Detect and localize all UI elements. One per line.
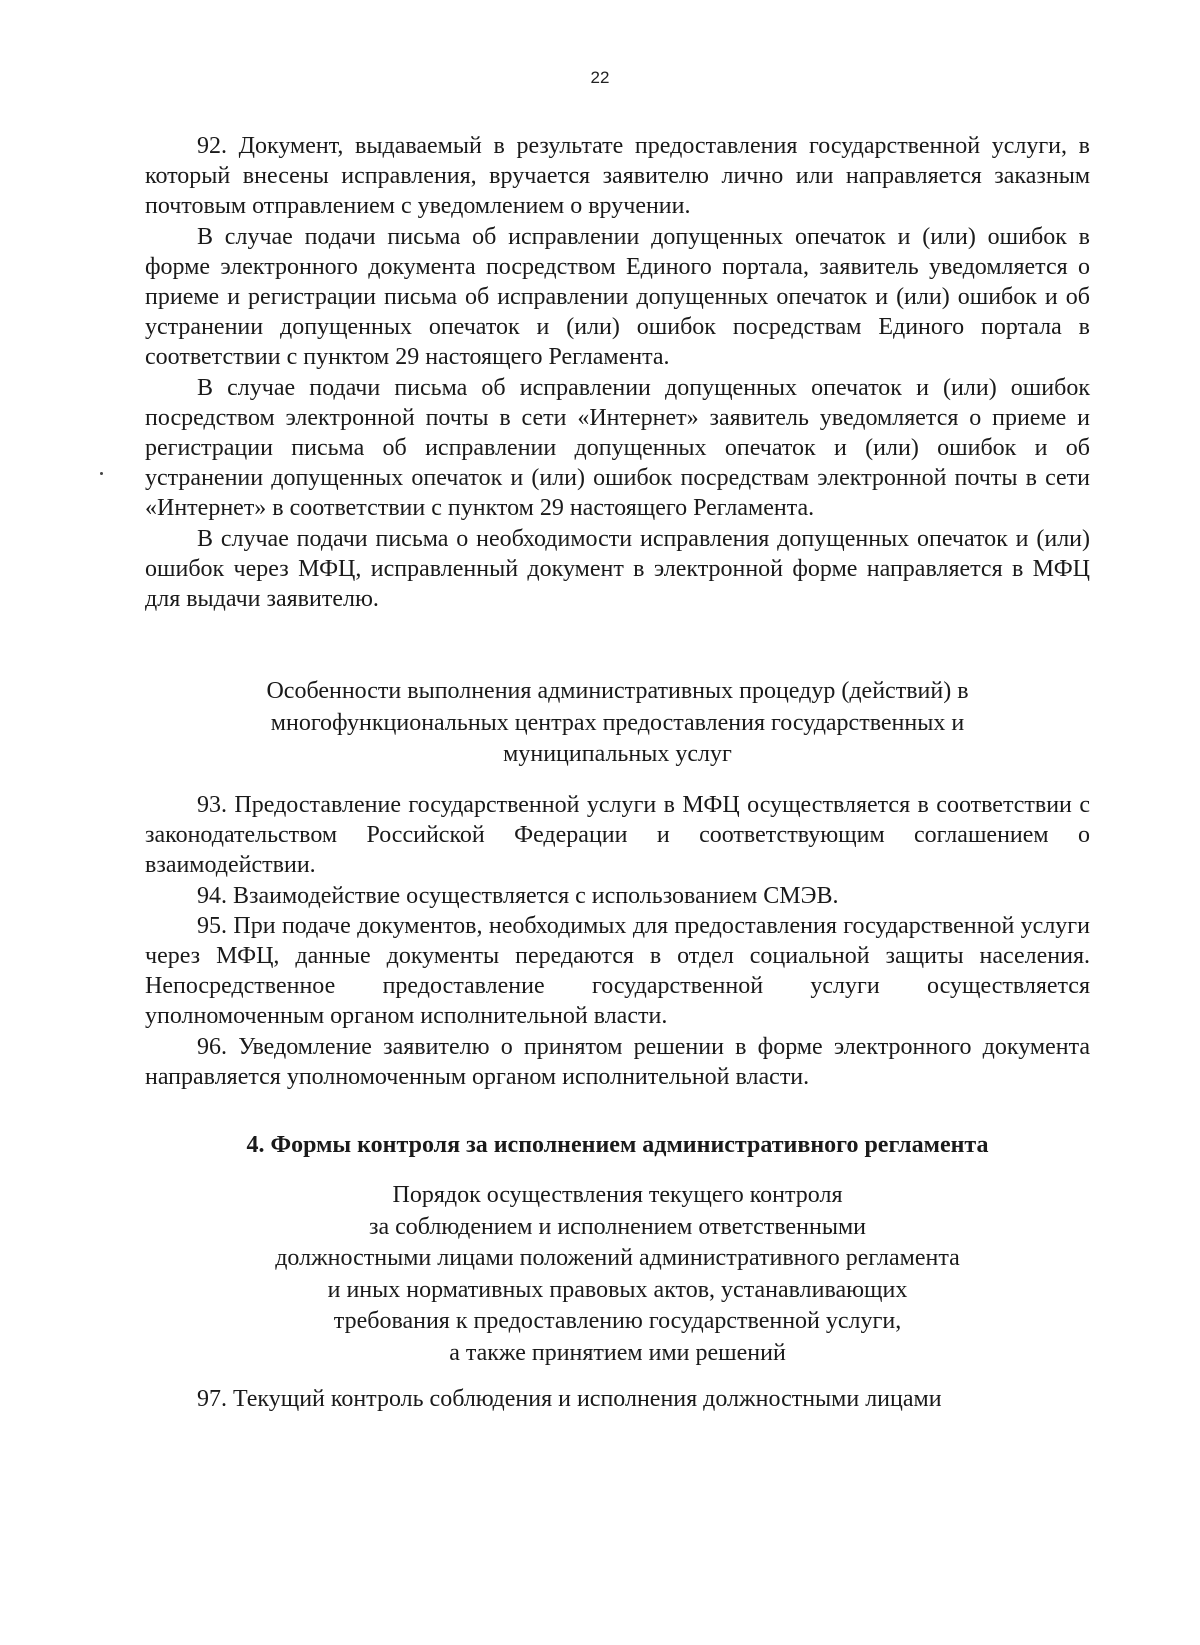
heading-mfc (145, 676, 1090, 771)
scan-speck (100, 472, 103, 475)
paragraph-92-email: В случае подачи письма об исправлении допущенных опечаток и (или) ошибок посредством электронной почты в сети «Интернет» заявитель уведомляется о приеме и регистрации письма об исправлении допущенных опечаток и (или) ошибок и об устранении допущенных опечаток и (или) ошибок посредствам электронной почты в сети «Интернет» в соответствии с пунктом 29 настоящего Регламента. (145, 374, 1090, 522)
heading-mfc-line-2: многофункциональных центрах предоставления государственных и (270, 709, 965, 736)
section-control (145, 1384, 1090, 1414)
paragraph-97: 97. Текущий контроль соблюдения и исполнения должностными лицами (197, 1386, 942, 1412)
heading-control-line-4: и иных нормативных правовых актов, устанавливающих (327, 1276, 908, 1303)
paragraph-94: 94. Взаимодействие осуществляется с использованием СМЭВ. (197, 882, 839, 909)
heading-mfc-line-3: муниципальных услуг (503, 741, 732, 767)
paragraph-92: 92. Документ, выдаваемый в результате предоставления государственной услуги, в который внесены исправления, вручается заявителю лично или направляется заказным почтовым отправлением с уведомлением о вручении. (145, 133, 1090, 220)
heading-control-line-2: за соблюдением и исполнением ответственными (369, 1213, 866, 1240)
heading-control (145, 1180, 1090, 1369)
heading-control-line-1: Порядок осуществления текущего контроля (392, 1182, 843, 1208)
page-number: 22 (590, 68, 610, 87)
heading-control-line-6: а также принятием ими решений (449, 1339, 786, 1366)
section-4-title: 4. Формы контроля за исполнением административного регламента (246, 1132, 989, 1158)
heading-control-line-5: требования к предоставлению государственной услуги, (333, 1308, 902, 1334)
paragraph-96: 96. Уведомление заявителю о принятом решении в форме электронного документа направляется уполномоченным органом исполнительной власти. (145, 1033, 1090, 1090)
paragraph-95: 95. При подаче документов, необходимых для предоставления государственной услуги через МФЦ, данные документы передаются в отдел социальной защиты населения. Непосредственное предоставление государственной услуги осуществляется уполномоченным органом исполнительной власти. (145, 912, 1090, 1030)
heading-mfc-line-1: Особенности выполнения административных процедур (действий) в (266, 678, 969, 704)
heading-section-4 (145, 1130, 1090, 1160)
paragraph-93: 93. Предоставление государственной услуги в МФЦ осуществляется в соответствии с законодательством Российской Федерации и соответствующим соглашением о взаимодействии. (145, 792, 1090, 879)
section-corrections (145, 131, 1090, 614)
paragraph-92-mfc: В случае подачи письма о необходимости исправления допущенных опечаток и (или) ошибок через МФЦ, исправленный документ в электронной форме направляется в МФЦ для выдачи заявителю. (145, 525, 1090, 613)
heading-control-line-3: должностными лицами положений административного регламента (275, 1245, 960, 1271)
paragraph-92-portal: В случае подачи письма об исправлении допущенных опечаток и (или) ошибок в форме электронного документа посредством Единого портала, заявитель уведомляется о приеме и регистрации письма об исправлении допущенных опечаток и (или) ошибок и об устранении допущенных опечаток и (или) ошибок посредствам Единого портала в соответствии с пунктом 29 настоящего Регламента. (145, 223, 1090, 371)
section-mfc (145, 790, 1090, 1092)
